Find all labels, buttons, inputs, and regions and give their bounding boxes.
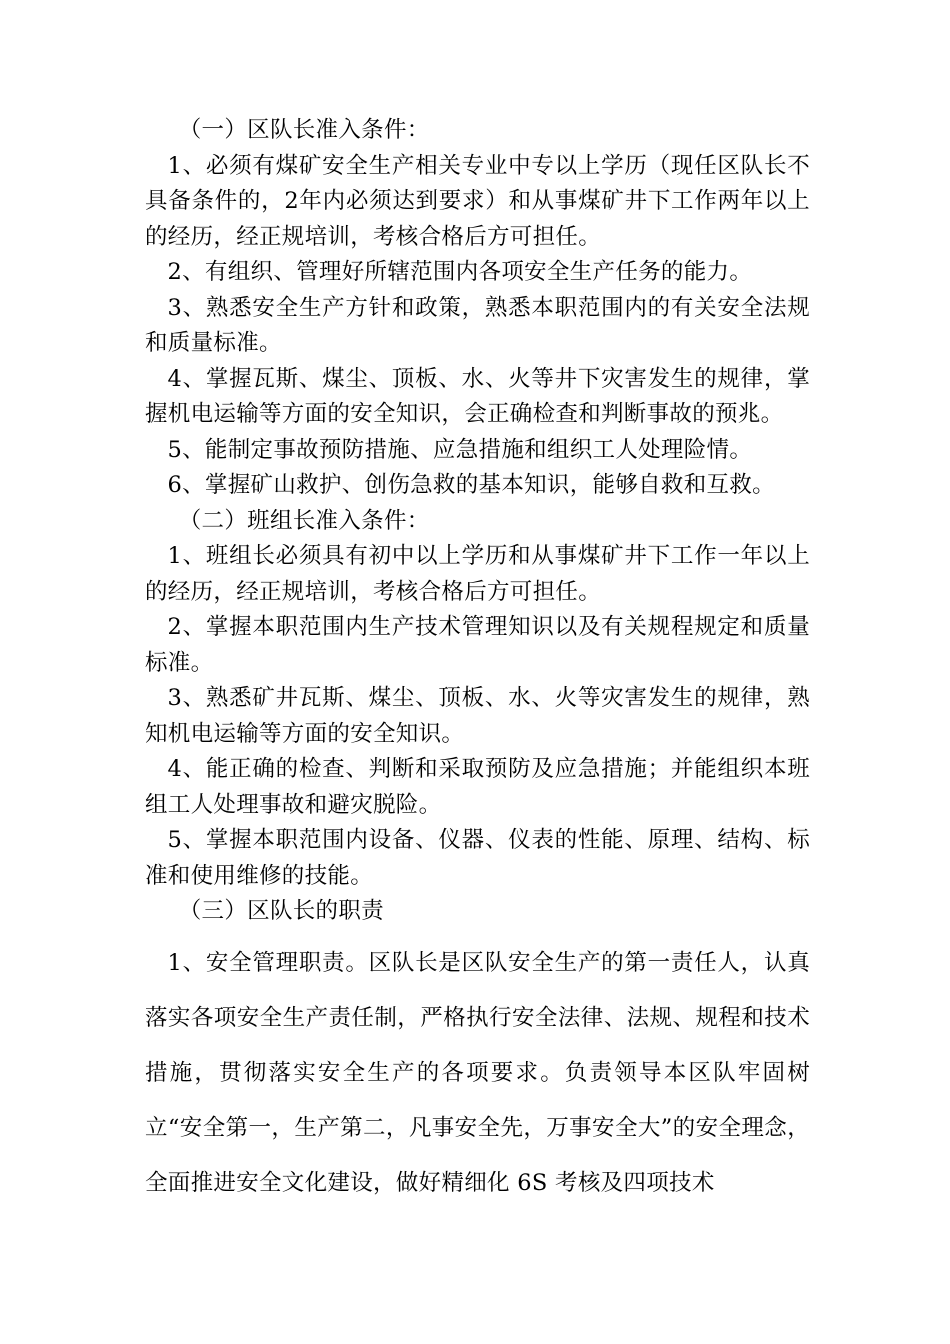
- paragraph-2: 2、有组织、管理好所辖范围内各项安全生产任务的能力。: [167, 259, 753, 285]
- section-heading-3: （三）区队长的职责: [178, 898, 384, 924]
- paragraph-6: 6、掌握矿山救护、创伤急救的基本知识，能够自救和互救。: [167, 472, 775, 498]
- section-heading-2: （二）班组长准入条件：: [178, 507, 430, 534]
- paragraph-12: 1、安全管理职责。区队长是区队安全生产的第一责任人，认真落实各项安全生产责任制，严格执行安全法律、法规、规程和技术措施，贯彻落实安全生产的各项要求。负责领导本区队牢固树立“安全第一，生产第二，凡事安全先，万事安全大”的安全理念，全面推进安全文化建设，做好精细化 6S 考核及四项技术: [145, 949, 810, 1196]
- paragraph-3: 3、熟悉安全生产方针和政策，熟悉本职范围内的有关安全法规和质量标准。: [145, 294, 810, 356]
- document-page: [145, 113, 810, 1211]
- paragraph-10: 4、能正确的检查、判断和采取预防及应急措施；并能组织本班组工人处理事故和避灾脱险。: [145, 756, 810, 818]
- paragraph-9: 3、熟悉矿井瓦斯、煤尘、顶板、水、火等灾害发生的规律，熟知机电运输等方面的安全知识。: [145, 685, 810, 747]
- paragraph-8: 2、掌握本职范围内生产技术管理知识以及有关规程规定和质量标准。: [145, 614, 810, 676]
- paragraph-7: 1、班组长必须具有初中以上学历和从事煤矿井下工作一年以上的经历，经正规培训，考核合格后方可担任。: [145, 543, 810, 605]
- section-heading-1: （一）区队长准入条件：: [178, 117, 430, 143]
- paragraph-5: 5、能制定事故预防措施、应急措施和组织工人处理险情。: [167, 436, 753, 463]
- paragraph-1: 1、必须有煤矿安全生产相关专业中专以上学历（现任区队长不具备条件的，2年内必须达到要求）和从事煤矿井下工作两年以上的经历，经正规培训，考核合格后方可担任。: [145, 152, 810, 250]
- paragraph-11: 5、掌握本职范围内设备、仪器、仪表的性能、原理、结构、标准和使用维修的技能。: [145, 827, 810, 889]
- paragraph-4: 4、掌握瓦斯、煤尘、顶板、水、火等井下灾害发生的规律，掌握机电运输等方面的安全知识，会正确检查和判断事故的预兆。: [145, 365, 810, 427]
